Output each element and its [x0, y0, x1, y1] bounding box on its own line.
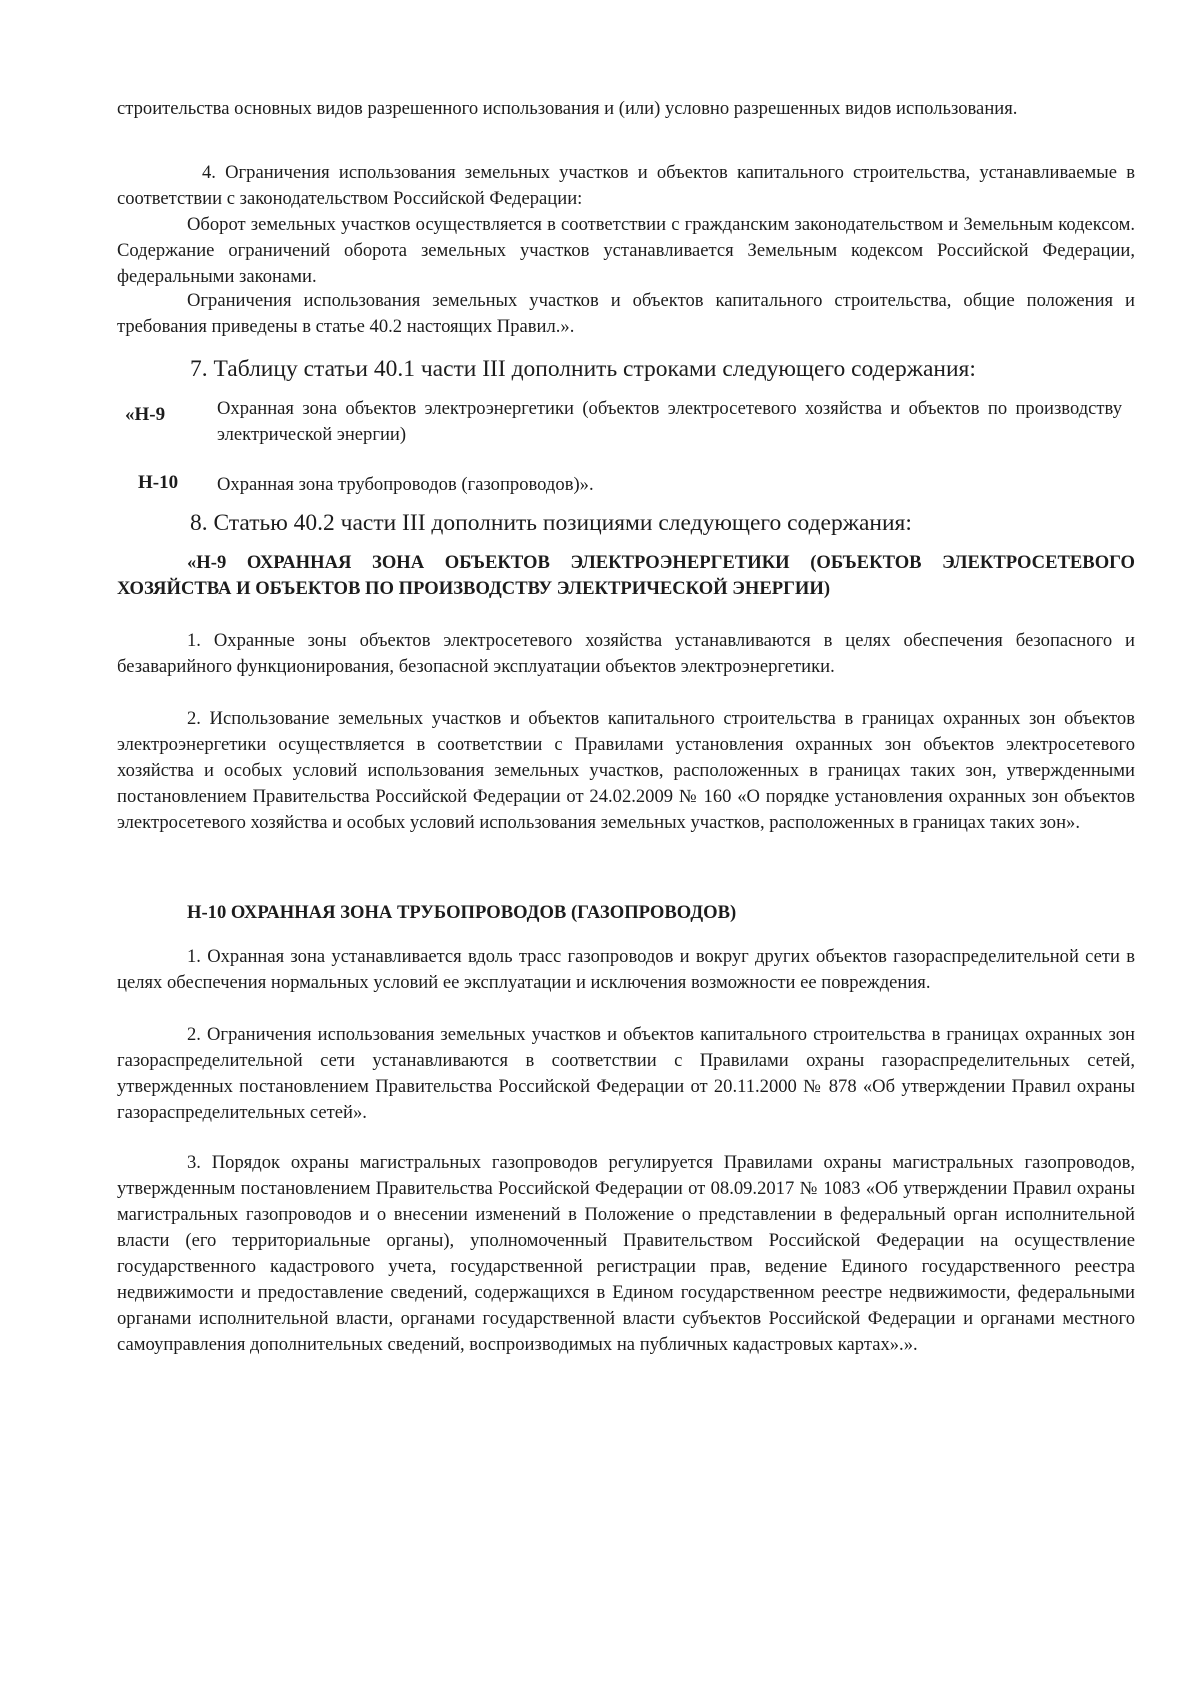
amendment-item-7: 7. Таблицу статьи 40.1 части III дополнить строками следующего содержания: [190, 356, 976, 382]
paragraph-restrictions-4: 4. Ограничения использования земельных участков и объектов капитального строительства, устанавливаемые в соответствии с законодательством Российской Федерации: [117, 162, 1135, 209]
zone-description-h9: Охранная зона объектов электроэнергетики (объектов электросетевого хозяйства и объектов по производству электрической энергии) [217, 398, 1122, 445]
zone-code-h9: «Н-9 [125, 404, 166, 425]
paragraph-usage-limits: Ограничения использования земельных участков и объектов капитального строительства, общие положения и требования приведены в статье 40.2 настоящих Правил.». [117, 290, 1135, 337]
h10-paragraph-3: 3. Порядок охраны магистральных газопроводов регулируется Правилами охраны магистральных газопроводов, утвержденным постановлением Правительства Российской Федерации от 08.09.2017 № 1083 «Об утверждении Правил охраны магистральных газопроводов и о внесении изменений в Положение о представлении в федеральный орган исполнительной власти (его территориальные органы), уполномоченный Правительством Российской Федерации на осуществление государственного кадастрового учета, государственной регистрации прав, ведение Единого государственного реестра недвижимости и предоставление сведений, содержащихся в Едином государственном реестре недвижимости, федеральными органами исполнительной власти, органами государственной власти субъектов Российской Федерации и органами местного самоуправления дополнительных сведений, воспроизводимых на публичных кадастровых картах».». [117, 1152, 1135, 1355]
h9-paragraph-1: 1. Охранные зоны объектов электросетевого хозяйства устанавливаются в целях обеспечения безопасного и безаварийного функционирования, безопасной эксплуатации объектов электроэнергетики. [117, 630, 1135, 677]
intro-paragraph: строительства основных видов разрешенного использования и (или) условно разрешенных видов использования. [117, 98, 1018, 119]
amendment-item-8: 8. Статью 40.2 части III дополнить позициями следующего содержания: [190, 510, 912, 536]
zone-code-h10: Н-10 [138, 472, 179, 493]
h10-paragraph-1: 1. Охранная зона устанавливается вдоль трасс газопроводов и вокруг других объектов газораспределительной сети в целях обеспечения нормальных условий ее эксплуатации и исключения возможности ее повреждения. [117, 946, 1135, 993]
h9-paragraph-2: 2. Использование земельных участков и объектов капитального строительства в границах охранных зон объектов электроэнергетики осуществляется в соответствии с Правилами установления охранных зон объектов электросетевого хозяйства и особых условий использования земельных участков, расположенных в границах таких зон, утвержденными постановлением Правительства Российской Федерации от 24.02.2009 № 160 «О порядке установления охранных зон объектов электросетевого хозяйства и особых условий использования земельных участков, расположенных в границах таких зон». [117, 708, 1135, 833]
h10-paragraph-2: 2. Ограничения использования земельных участков и объектов капитального строительства в границах охранных зон газораспределительной сети устанавливаются в соответствии с Правилами охраны газораспределительных сетей, утвержденных постановлением Правительства Российской Федерации от 20.11.2000 № 878 «Об утверждении Правил охраны газораспределительных сетей». [117, 1024, 1135, 1123]
zone-description-h10: Охранная зона трубопроводов (газопроводов)». [217, 474, 594, 495]
heading-zone-h10: Н-10 ОХРАННАЯ ЗОНА ТРУБОПРОВОДОВ (ГАЗОПРОВОДОВ) [187, 902, 737, 923]
heading-zone-h9: «Н-9 ОХРАННАЯ ЗОНА ОБЪЕКТОВ ЭЛЕКТРОЭНЕРГЕТИКИ (ОБЪЕКТОВ ЭЛЕКТРОСЕТЕВОГО ХОЗЯЙСТВА И ОБЪЕКТОВ ПО ПРОИЗВОДСТВУ ЭЛЕКТРИЧЕСКОЙ ЭНЕРГИИ) [117, 552, 1135, 599]
paragraph-land-turnover: Оборот земельных участков осуществляется в соответствии с гражданским законодательством и Земельным кодексом. Содержание ограничений оборота земельных участков устанавливается Земельным кодексом Российской Федерации, федеральными законами. [117, 214, 1135, 287]
